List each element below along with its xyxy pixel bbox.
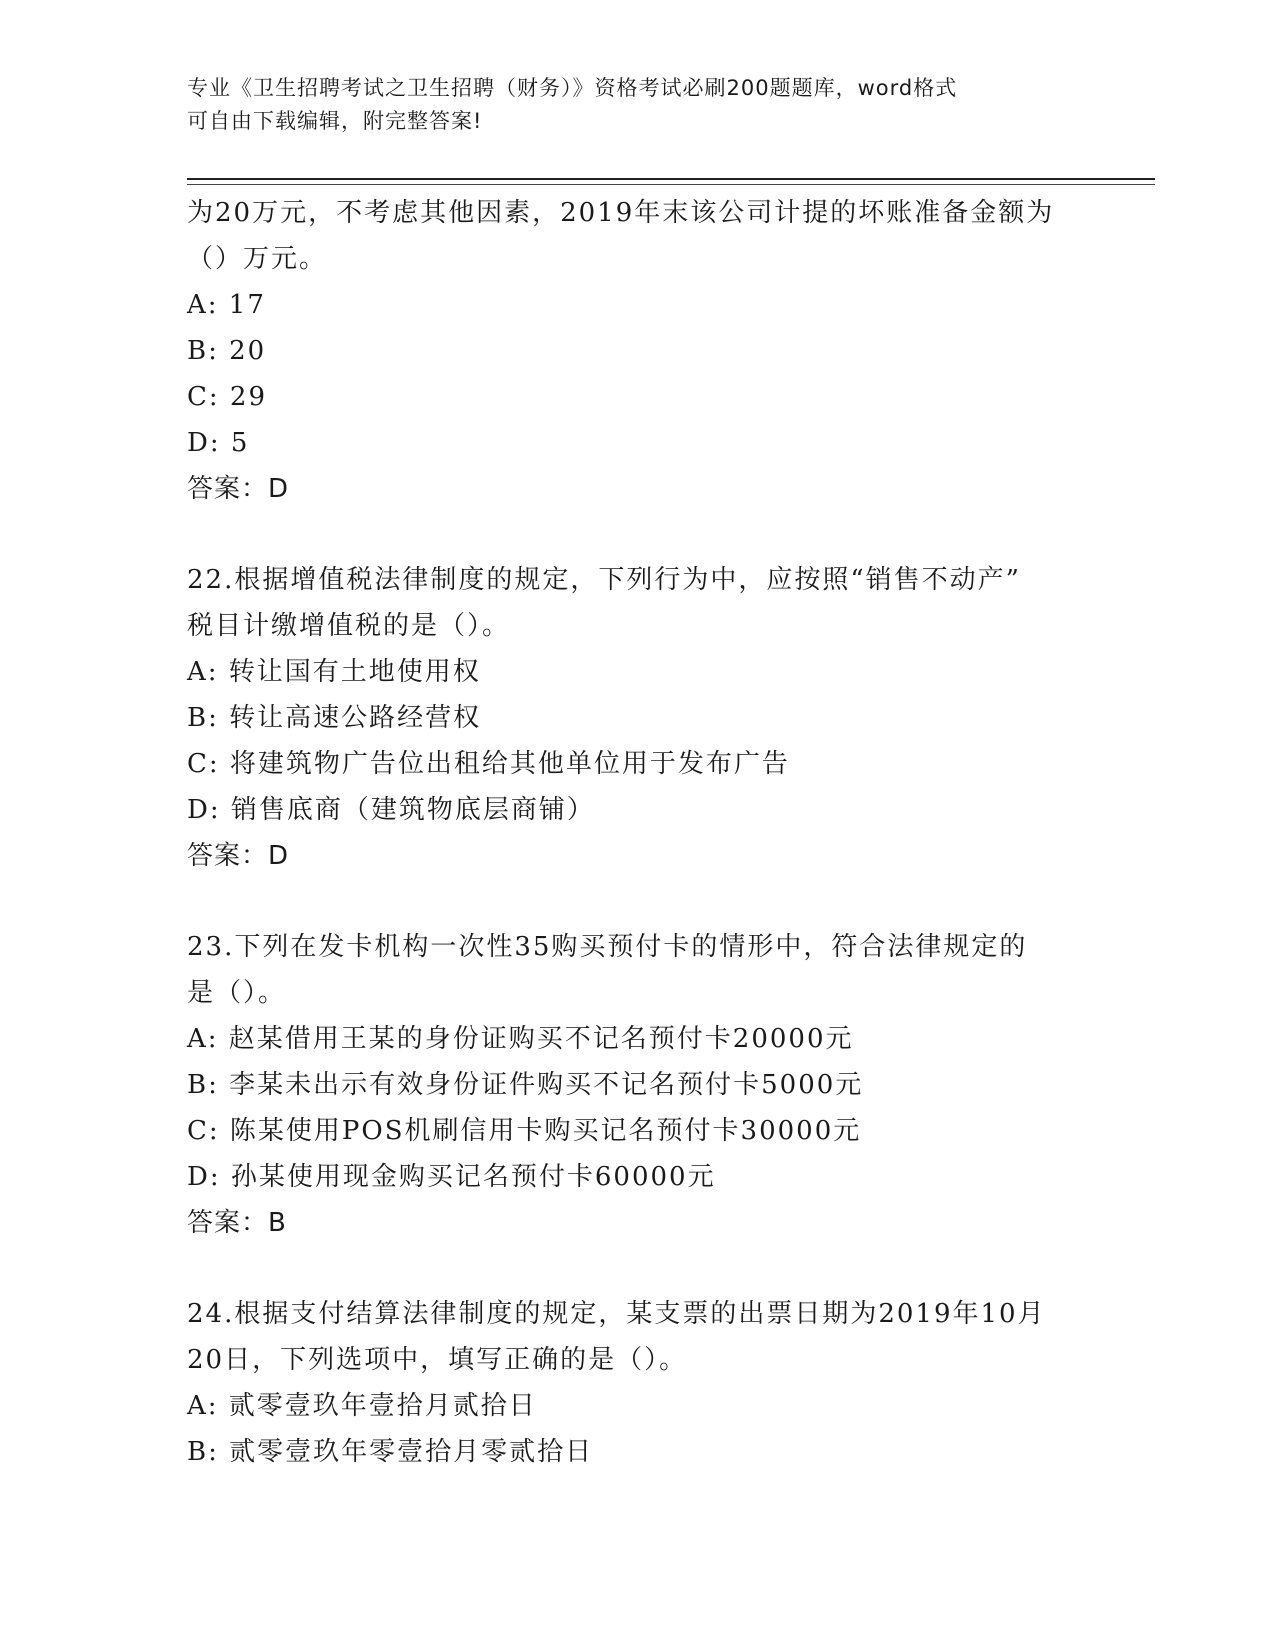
question-21-continuation (187, 190, 1087, 512)
option-b: B: 20 (187, 336, 267, 366)
option-b: B: 贰零壹玖年零壹拾月零贰拾日 (187, 1437, 594, 1467)
option-c: C: 将建筑物广告位出租给其他单位用于发布广告 (187, 749, 790, 779)
option-a: A: 转让国有土地使用权 (187, 657, 481, 687)
option-c: C: 29 (187, 382, 268, 412)
option-a: A: 赵某借用王某的身份证购买不记名预付卡20000元 (187, 1024, 854, 1054)
answer-line: 答案：D (187, 841, 290, 871)
question-24 (187, 1291, 1087, 1475)
page-header (187, 72, 1087, 138)
header-line-1: 专业《卫生招聘考试之卫生招聘（财务）》资格考试必刷200题题库，word格式 (187, 76, 958, 100)
question-text-line: 为20万元，不考虑其他因素，2019年末该公司计提的坏账准备金额为 (187, 198, 1055, 228)
option-a: A: 17 (187, 290, 266, 320)
option-b: B: 李某未出示有效身份证件购买不记名预付卡5000元 (187, 1070, 864, 1100)
header-rule-thin (187, 184, 1155, 185)
question-text-line: 税目计缴增值税的是（）。 (187, 611, 511, 641)
question-23 (187, 924, 1087, 1246)
question-text-line: 22.根据增值税法律制度的规定，下列行为中，应按照“销售不动产” (187, 565, 1021, 595)
question-gap (187, 512, 1087, 557)
option-b: B: 转让高速公路经营权 (187, 703, 482, 733)
header-line-2: 可自由下载编辑，附完整答案! (187, 109, 483, 133)
question-text-line: （）万元。 (187, 244, 328, 274)
answer-line: 答案：B (187, 1208, 287, 1238)
header-rule-thick (187, 178, 1155, 180)
answer-line: 答案：D (187, 474, 290, 504)
option-d: D: 5 (187, 428, 250, 458)
question-text-line: 是（）。 (187, 978, 287, 1008)
question-text-line: 24.根据支付结算法律制度的规定，某支票的出票日期为2019年10月 (187, 1299, 1046, 1329)
option-d: D: 销售底商（建筑物底层商铺） (187, 795, 595, 825)
question-gap (187, 1246, 1087, 1291)
question-gap (187, 879, 1087, 924)
option-a: A: 贰零壹玖年壹拾月贰拾日 (187, 1391, 537, 1421)
question-text-line: 23.下列在发卡机构一次性35购买预付卡的情形中，符合法律规定的 (187, 932, 1028, 962)
question-22 (187, 557, 1087, 879)
question-text-line: 20日，下列选项中，填写正确的是（）。 (187, 1345, 688, 1375)
document-body (187, 190, 1087, 1475)
option-c: C: 陈某使用POS机刷信用卡购买记名预付卡30000元 (187, 1116, 862, 1146)
option-d: D: 孙某使用现金购买记名预付卡60000元 (187, 1162, 716, 1192)
